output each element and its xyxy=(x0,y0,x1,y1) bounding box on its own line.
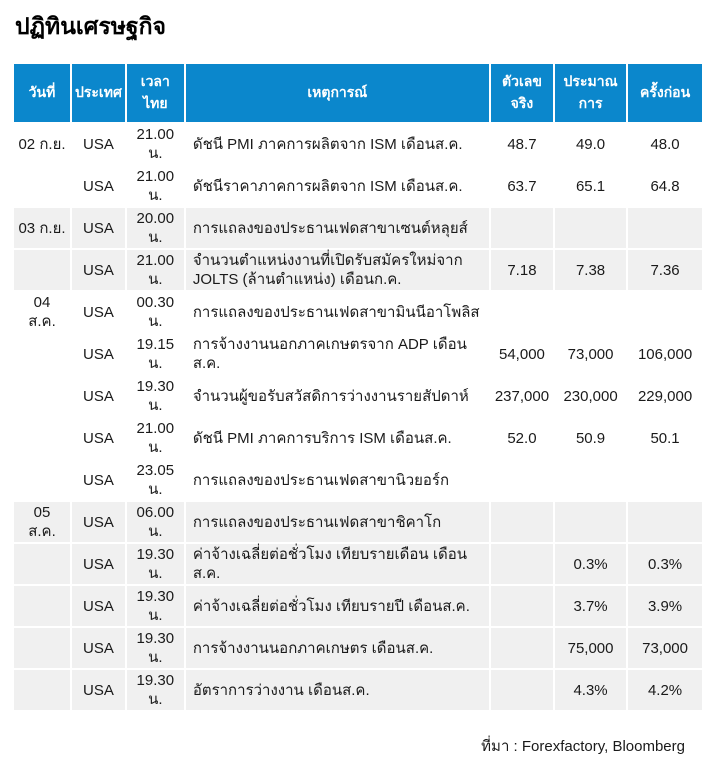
table-row xyxy=(14,502,702,542)
cell-event: จำนวนตำแหน่งงานที่เปิดรับสมัครใหม่จาก JOLTS (ล้านตำแหน่ง) เดือนก.ค. xyxy=(186,250,489,290)
cell-previous: 64.8 xyxy=(628,166,702,206)
economic-calendar-table xyxy=(12,62,704,712)
cell-actual xyxy=(491,460,553,500)
cell-event: การจ้างงานนอกภาคเกษตรจาก ADP เดือนส.ค. xyxy=(186,334,489,374)
cell-event: การแถลงของประธานเฟดสาขาชิคาโก xyxy=(186,502,489,542)
column-header-previous: ครั้งก่อน xyxy=(628,64,702,122)
cell-date xyxy=(14,166,70,206)
cell-time: 19.15 น. xyxy=(127,334,184,374)
cell-time: 06.00 น. xyxy=(127,502,184,542)
cell-previous: 73,000 xyxy=(628,628,702,668)
cell-actual xyxy=(491,628,553,668)
cell-country: USA xyxy=(72,502,125,542)
cell-event: จำนวนผู้ขอรับสวัสดิการว่างงานรายสัปดาห์ xyxy=(186,376,489,416)
cell-time: 20.00 น. xyxy=(127,208,184,248)
cell-event: อัตราการว่างงาน เดือนส.ค. xyxy=(186,670,489,710)
cell-actual: 54,000 xyxy=(491,334,553,374)
cell-actual: 48.7 xyxy=(491,124,553,164)
cell-time: 21.00 น. xyxy=(127,250,184,290)
cell-forecast: 0.3% xyxy=(555,544,626,584)
table-row xyxy=(14,376,702,416)
cell-time: 19.30 น. xyxy=(127,670,184,710)
column-header-date: วันที่ xyxy=(14,64,70,122)
cell-time: 21.00 น. xyxy=(127,418,184,458)
cell-country: USA xyxy=(72,418,125,458)
cell-previous: 4.2% xyxy=(628,670,702,710)
cell-forecast xyxy=(555,460,626,500)
table-row xyxy=(14,250,702,290)
cell-time: 19.30 น. xyxy=(127,586,184,626)
table-header xyxy=(14,64,702,122)
table-row xyxy=(14,334,702,374)
cell-time: 23.05 น. xyxy=(127,460,184,500)
cell-forecast: 73,000 xyxy=(555,334,626,374)
cell-previous xyxy=(628,502,702,542)
cell-forecast: 65.1 xyxy=(555,166,626,206)
cell-forecast: 7.38 xyxy=(555,250,626,290)
table-row xyxy=(14,292,702,332)
cell-country: USA xyxy=(72,334,125,374)
cell-forecast: 49.0 xyxy=(555,124,626,164)
cell-previous: 3.9% xyxy=(628,586,702,626)
cell-event: ค่าจ้างเฉลี่ยต่อชั่วโมง เทียบรายเดือน เดือนส.ค. xyxy=(186,544,489,584)
cell-country: USA xyxy=(72,670,125,710)
cell-previous: 48.0 xyxy=(628,124,702,164)
cell-country: USA xyxy=(72,250,125,290)
cell-forecast: 3.7% xyxy=(555,586,626,626)
table-row xyxy=(14,544,702,584)
cell-previous: 50.1 xyxy=(628,418,702,458)
cell-actual xyxy=(491,670,553,710)
table-row xyxy=(14,208,702,248)
cell-forecast: 4.3% xyxy=(555,670,626,710)
cell-forecast: 75,000 xyxy=(555,628,626,668)
cell-date xyxy=(14,544,70,584)
cell-previous xyxy=(628,460,702,500)
cell-date xyxy=(14,250,70,290)
cell-country: USA xyxy=(72,124,125,164)
table-row xyxy=(14,460,702,500)
column-header-actual: ตัวเลขจริง xyxy=(491,64,553,122)
cell-country: USA xyxy=(72,292,125,332)
cell-time: 19.30 น. xyxy=(127,628,184,668)
cell-event: การแถลงของประธานเฟดสาขามินนีอาโพลิส xyxy=(186,292,489,332)
cell-country: USA xyxy=(72,166,125,206)
table-body xyxy=(14,124,702,710)
cell-time: 00.30 น. xyxy=(127,292,184,332)
cell-actual: 52.0 xyxy=(491,418,553,458)
cell-previous: 0.3% xyxy=(628,544,702,584)
cell-event: ดัชนี PMI ภาคการบริการ ISM เดือนส.ค. xyxy=(186,418,489,458)
cell-actual xyxy=(491,544,553,584)
cell-forecast xyxy=(555,292,626,332)
cell-event: ดัชนีราคาภาคการผลิตจาก ISM เดือนส.ค. xyxy=(186,166,489,206)
table-row xyxy=(14,124,702,164)
cell-actual xyxy=(491,502,553,542)
cell-date: 02 ก.ย. xyxy=(14,124,70,164)
cell-date xyxy=(14,670,70,710)
cell-previous xyxy=(628,208,702,248)
table-row xyxy=(14,670,702,710)
cell-country: USA xyxy=(72,460,125,500)
cell-event: การจ้างงานนอกภาคเกษตร เดือนส.ค. xyxy=(186,628,489,668)
cell-actual: 237,000 xyxy=(491,376,553,416)
cell-country: USA xyxy=(72,208,125,248)
column-header-event: เหตุการณ์ xyxy=(186,64,489,122)
cell-time: 21.00 น. xyxy=(127,124,184,164)
table-row xyxy=(14,166,702,206)
cell-forecast xyxy=(555,502,626,542)
cell-date xyxy=(14,418,70,458)
cell-event: ค่าจ้างเฉลี่ยต่อชั่วโมง เทียบรายปี เดือนส.ค. xyxy=(186,586,489,626)
cell-date xyxy=(14,460,70,500)
cell-date xyxy=(14,376,70,416)
table-row xyxy=(14,586,702,626)
cell-event: การแถลงของประธานเฟดสาขานิวยอร์ก xyxy=(186,460,489,500)
cell-country: USA xyxy=(72,376,125,416)
cell-actual xyxy=(491,586,553,626)
cell-date: 03 ก.ย. xyxy=(14,208,70,248)
cell-country: USA xyxy=(72,586,125,626)
table-row xyxy=(14,418,702,458)
cell-actual: 63.7 xyxy=(491,166,553,206)
source-note: ที่มา : Forexfactory, Bloomberg xyxy=(481,738,685,755)
cell-date: 05 ส.ค. xyxy=(14,502,70,542)
cell-event: การแถลงของประธานเฟดสาขาเซนต์หลุยส์ xyxy=(186,208,489,248)
cell-forecast: 50.9 xyxy=(555,418,626,458)
cell-time: 19.30 น. xyxy=(127,376,184,416)
cell-actual xyxy=(491,292,553,332)
cell-actual xyxy=(491,208,553,248)
cell-previous xyxy=(628,292,702,332)
table-row xyxy=(14,628,702,668)
cell-forecast: 230,000 xyxy=(555,376,626,416)
cell-actual: 7.18 xyxy=(491,250,553,290)
cell-previous: 229,000 xyxy=(628,376,702,416)
page-title: ปฏิทินเศรษฐกิจ xyxy=(15,13,166,39)
column-header-country: ประเทศ xyxy=(72,64,125,122)
cell-time: 19.30 น. xyxy=(127,544,184,584)
cell-previous: 106,000 xyxy=(628,334,702,374)
column-header-time: เวลาไทย xyxy=(127,64,184,122)
cell-date xyxy=(14,628,70,668)
cell-date: 04 ส.ค. xyxy=(14,292,70,332)
table-header-row xyxy=(14,64,702,122)
cell-time: 21.00 น. xyxy=(127,166,184,206)
cell-event: ดัชนี PMI ภาคการผลิตจาก ISM เดือนส.ค. xyxy=(186,124,489,164)
cell-country: USA xyxy=(72,628,125,668)
column-header-forecast: ประมาณการ xyxy=(555,64,626,122)
cell-country: USA xyxy=(72,544,125,584)
cell-date xyxy=(14,586,70,626)
cell-forecast xyxy=(555,208,626,248)
cell-previous: 7.36 xyxy=(628,250,702,290)
cell-date xyxy=(14,334,70,374)
